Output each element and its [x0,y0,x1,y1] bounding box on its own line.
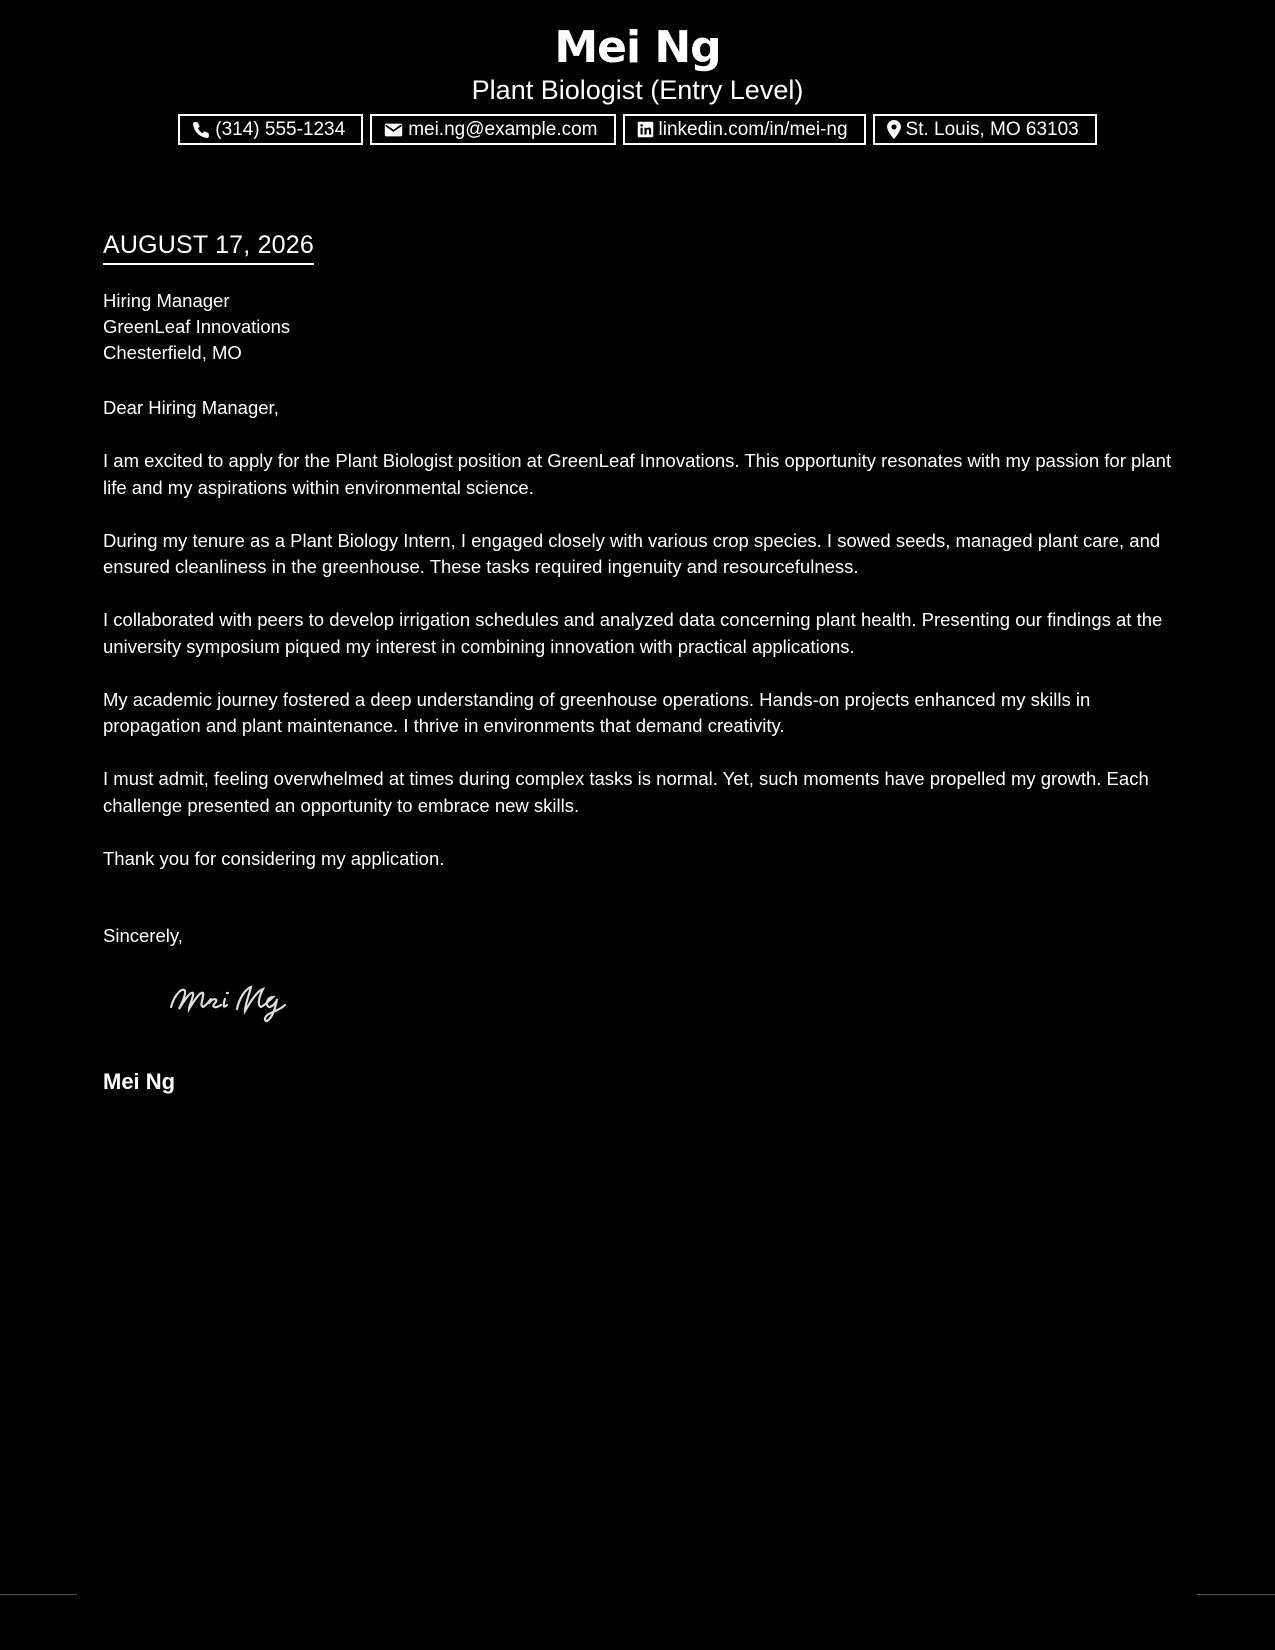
contact-email[interactable] [370,114,615,145]
contact-phone[interactable] [178,114,363,145]
body-paragraph: I am excited to apply for the Plant Biologist position at GreenLeaf Innovations. This opportunity resonates with my passion for plant life and my aspirations within environmental science. [103,450,1172,498]
linkedin-text: linkedin.com/in/mei-ng [658,119,848,140]
email-text: mei.ng@example.com [408,119,598,140]
recipient-block [103,288,290,366]
envelope-icon [384,122,403,138]
phone-text: (314) 555-1234 [215,119,346,140]
handwritten-signature [165,975,305,1030]
footer-divider [1197,1594,1275,1595]
body-paragraph: I must admit, feeling overwhelmed at times during complex tasks is normal. Yet, such moments have propelled my growth. Each challenge presented an opportunity to embrace new skills. [103,768,1149,816]
contact-bar [0,114,1275,145]
applicant-title: Plant Biologist (Entry Level) [471,75,804,105]
map-pin-icon [887,120,901,139]
letter-header [0,0,1275,145]
location-text: St. Louis, MO 63103 [905,119,1079,140]
contact-linkedin[interactable] [623,114,866,145]
body-paragraph: During my tenure as a Plant Biology Intern, I engaged closely with various crop species. I sowed seeds, managed plant care, and ensured cleanliness in the greenhouse. These tasks required ingenuity and resourcefulness. [103,529,1161,577]
contact-location[interactable] [873,114,1097,145]
phone-icon [192,121,210,139]
footer-divider [0,1594,77,1595]
salutation: Dear Hiring Manager, [103,397,279,418]
body-paragraph: My academic journey fostered a deep understanding of greenhouse operations. Hands-on projects enhanced my skills in propagation and plant maintenance. I thrive in environments that demand creativity. [103,688,1091,736]
closing: Sincerely, [103,925,183,946]
recipient-line: GreenLeaf Innovations [103,316,291,337]
applicant-name: Mei Ng [554,22,721,73]
linkedin-icon [637,121,654,138]
letter-text [103,395,1173,899]
body-paragraph: I collaborated with peers to develop irrigation schedules and analyzed data concerning plant health. Presenting our findings at the university symposium piqued my interest in combining innovation with practical applications. [103,609,1163,657]
body-paragraph: Thank you for considering my application. [103,847,445,869]
signed-name: Mei Ng [103,1069,176,1094]
recipient-line: Chesterfield, MO [103,342,242,363]
recipient-line: Hiring Manager [103,290,230,311]
letter-date: AUGUST 17, 2026 [103,229,314,265]
